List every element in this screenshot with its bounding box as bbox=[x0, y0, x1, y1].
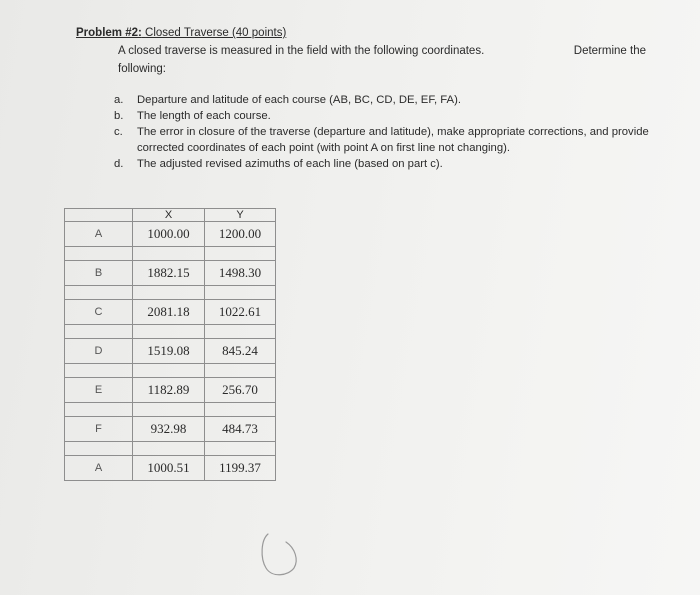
task-letter: a. bbox=[114, 94, 124, 106]
point-cell: C bbox=[65, 300, 133, 325]
table-spacer-row bbox=[65, 403, 276, 417]
table-header-row bbox=[65, 209, 276, 222]
y-cell: 484.73 bbox=[205, 417, 276, 442]
y-cell: 1199.37 bbox=[205, 456, 276, 481]
table-row bbox=[65, 456, 276, 481]
point-cell: A bbox=[65, 456, 133, 481]
point-cell: A bbox=[65, 222, 133, 247]
y-cell: 256.70 bbox=[205, 378, 276, 403]
y-cell: 1200.00 bbox=[205, 222, 276, 247]
table-spacer-row bbox=[65, 442, 276, 456]
table-row bbox=[65, 300, 276, 325]
table-spacer-row bbox=[65, 364, 276, 378]
task-item bbox=[114, 124, 654, 156]
header-cell-point bbox=[65, 209, 133, 222]
table-row bbox=[65, 261, 276, 286]
point-cell: B bbox=[65, 261, 133, 286]
point-cell: D bbox=[65, 339, 133, 364]
problem-title bbox=[76, 27, 286, 39]
table-spacer-row bbox=[65, 286, 276, 300]
x-cell: 1000.00 bbox=[133, 222, 205, 247]
problem-intro bbox=[118, 42, 646, 78]
intro-line-1: A closed traverse is measured in the field with the following coordinates. bbox=[118, 45, 485, 57]
table-row bbox=[65, 339, 276, 364]
problem-heading: Closed Traverse (40 points) bbox=[145, 27, 287, 39]
intro-line-1-tail: Determine the bbox=[573, 45, 646, 57]
x-cell: 932.98 bbox=[133, 417, 205, 442]
coordinates-table bbox=[64, 208, 276, 481]
intro-line-2: following: bbox=[118, 63, 166, 75]
y-cell: 1498.30 bbox=[205, 261, 276, 286]
x-cell: 1000.51 bbox=[133, 456, 205, 481]
task-text: Departure and latitude of each course (AB, BC, CD, DE, EF, FA). bbox=[137, 94, 461, 106]
task-item bbox=[114, 156, 654, 172]
task-text: The adjusted revised azimuths of each line (based on part c). bbox=[137, 158, 443, 170]
task-letter: d. bbox=[114, 158, 124, 170]
y-cell: 845.24 bbox=[205, 339, 276, 364]
table-spacer-row bbox=[65, 325, 276, 339]
task-list bbox=[114, 92, 654, 172]
x-cell: 2081.18 bbox=[133, 300, 205, 325]
x-cell: 1519.08 bbox=[133, 339, 205, 364]
task-item bbox=[114, 92, 654, 108]
table-spacer-row bbox=[65, 247, 276, 261]
y-cell: 1022.61 bbox=[205, 300, 276, 325]
table-row bbox=[65, 417, 276, 442]
task-text: The length of each course. bbox=[137, 110, 271, 122]
table-row bbox=[65, 378, 276, 403]
task-letter: b. bbox=[114, 110, 124, 122]
pencil-mark-decoration bbox=[258, 530, 302, 580]
task-item bbox=[114, 108, 654, 124]
header-cell-y: Y bbox=[205, 209, 276, 222]
point-cell: E bbox=[65, 378, 133, 403]
table-row bbox=[65, 222, 276, 247]
header-cell-x: X bbox=[133, 209, 205, 222]
task-text: The error in closure of the traverse (departure and latitude), make appropriate corrections, and provide corrected coordinates of each point (with point A on first line not changing). bbox=[137, 126, 649, 154]
x-cell: 1882.15 bbox=[133, 261, 205, 286]
problem-number: Problem #2: bbox=[76, 27, 142, 39]
x-cell: 1182.89 bbox=[133, 378, 205, 403]
point-cell: F bbox=[65, 417, 133, 442]
task-letter: c. bbox=[114, 126, 123, 138]
